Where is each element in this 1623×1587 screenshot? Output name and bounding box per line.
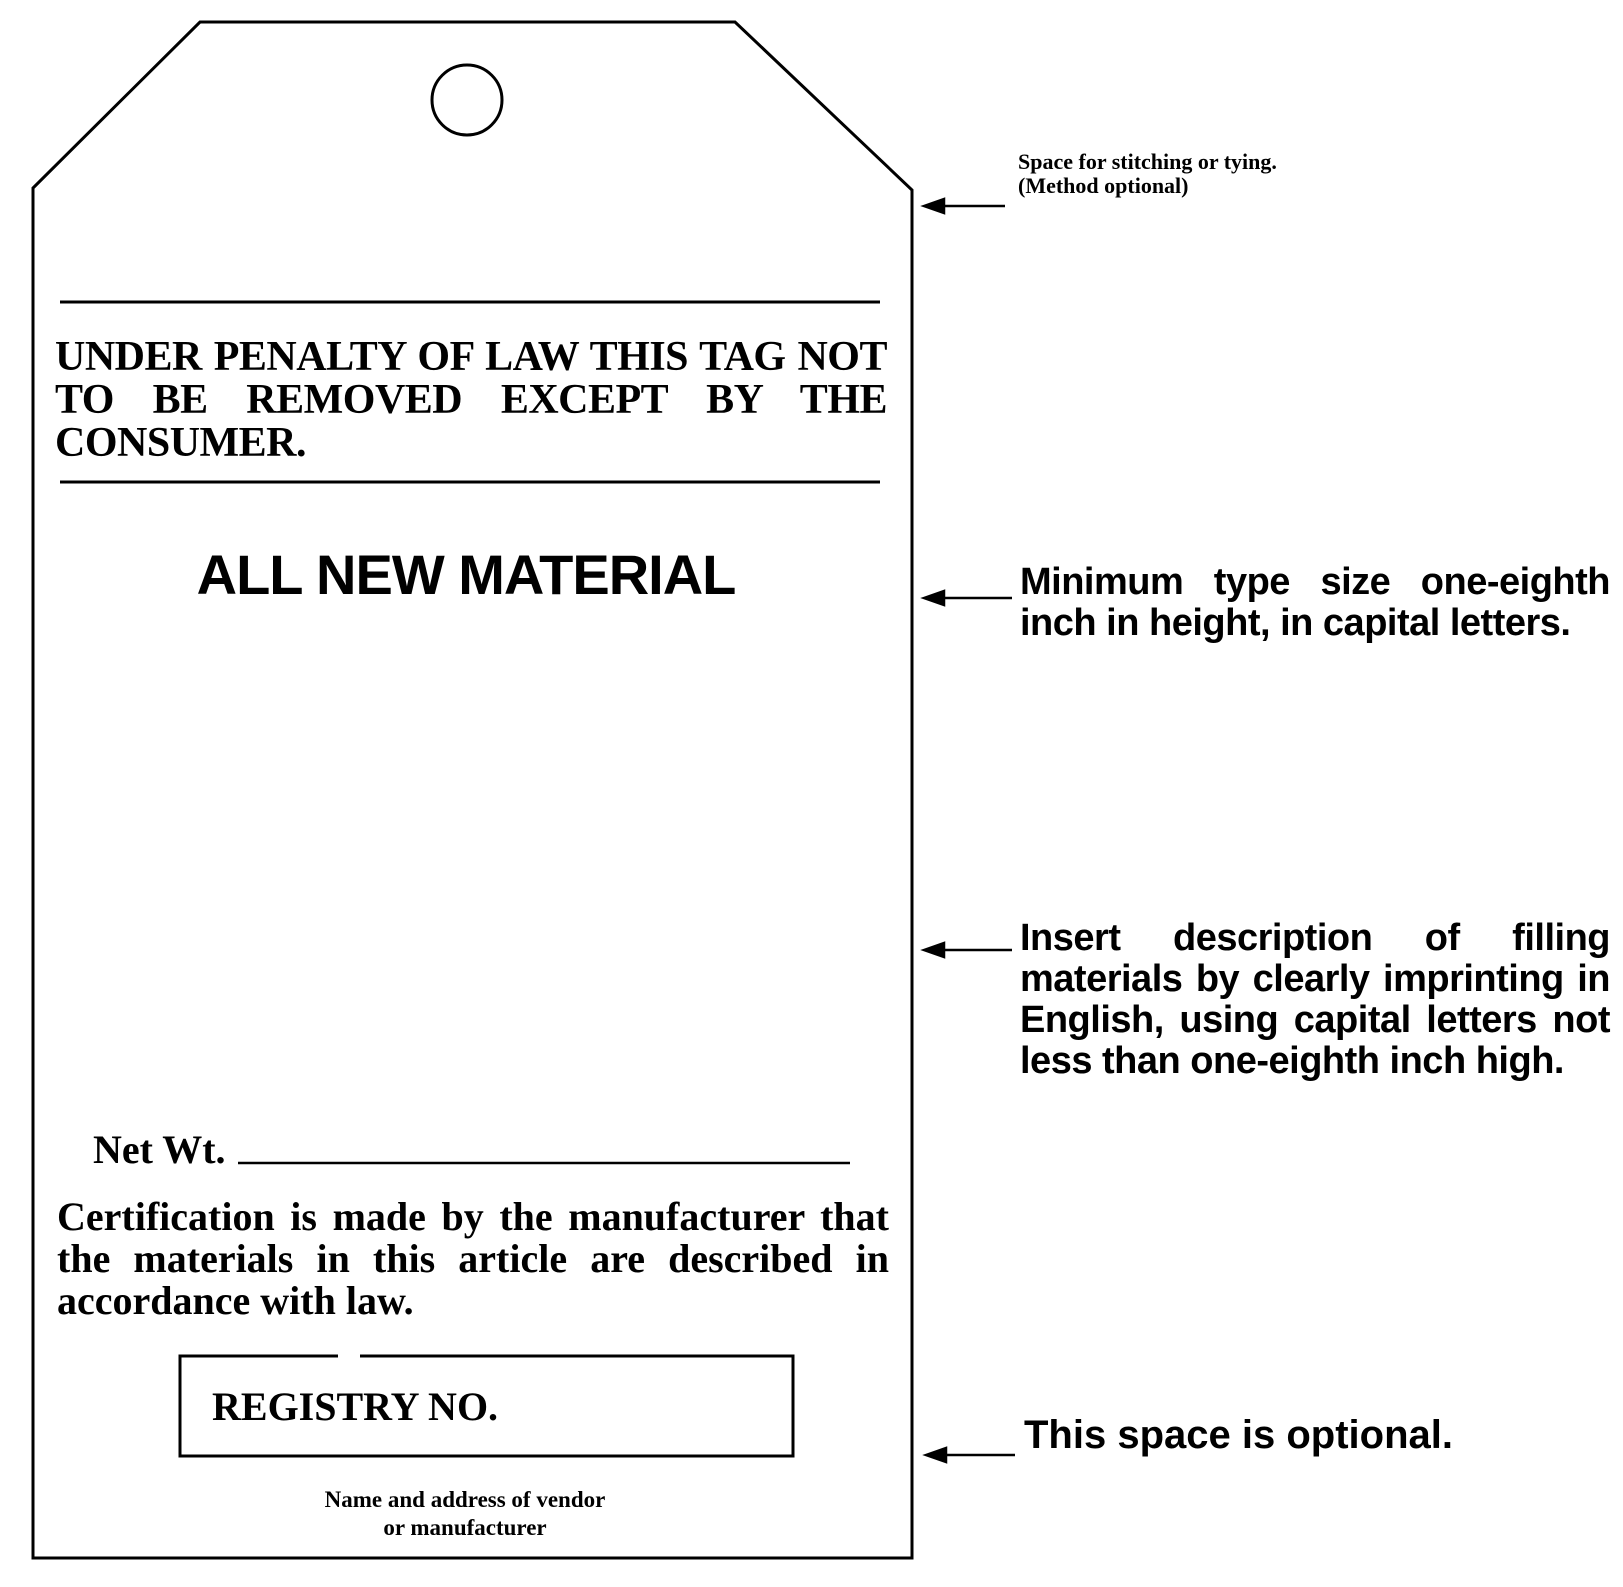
vendor-caption-line1: Name and address of vendor xyxy=(324,1487,606,1512)
stitching-note xyxy=(1018,150,1438,198)
optional-space-note: This space is optional. xyxy=(1024,1413,1453,1457)
net-weight-label: Net Wt. xyxy=(93,1127,226,1172)
arrow-stitching xyxy=(924,199,1005,213)
stitching-note-line1: Space for stitching or tying. xyxy=(1018,149,1277,174)
headline: ALL NEW MATERIAL xyxy=(196,543,736,606)
certification-text: Certification is made by the manufacturer that the materials in this article are described in accordance with law. xyxy=(57,1194,889,1323)
vendor-caption xyxy=(240,1486,690,1542)
arrow-filling xyxy=(924,943,1012,957)
type-size-note: Minimum type size one-eighth inch in height, in capital letters. xyxy=(1020,561,1610,644)
filling-description-note: Insert description of filling materials by clearly imprinting in English, using capital letters not less than one-eighth inch high. xyxy=(1020,917,1610,1082)
vendor-caption-line2: or manufacturer xyxy=(383,1515,547,1540)
arrow-optional xyxy=(926,1448,1015,1462)
tie-hole xyxy=(432,65,502,135)
tag-outline xyxy=(33,22,912,1558)
arrow-type-size xyxy=(924,591,1012,605)
stitching-note-line2: (Method optional) xyxy=(1018,173,1189,198)
warning-text: UNDER PENALTY OF LAW THIS TAG NOT TO BE REMOVED EXCEPT BY THE CONSUMER. xyxy=(55,334,887,466)
registry-label: REGISTRY NO. xyxy=(212,1384,499,1429)
